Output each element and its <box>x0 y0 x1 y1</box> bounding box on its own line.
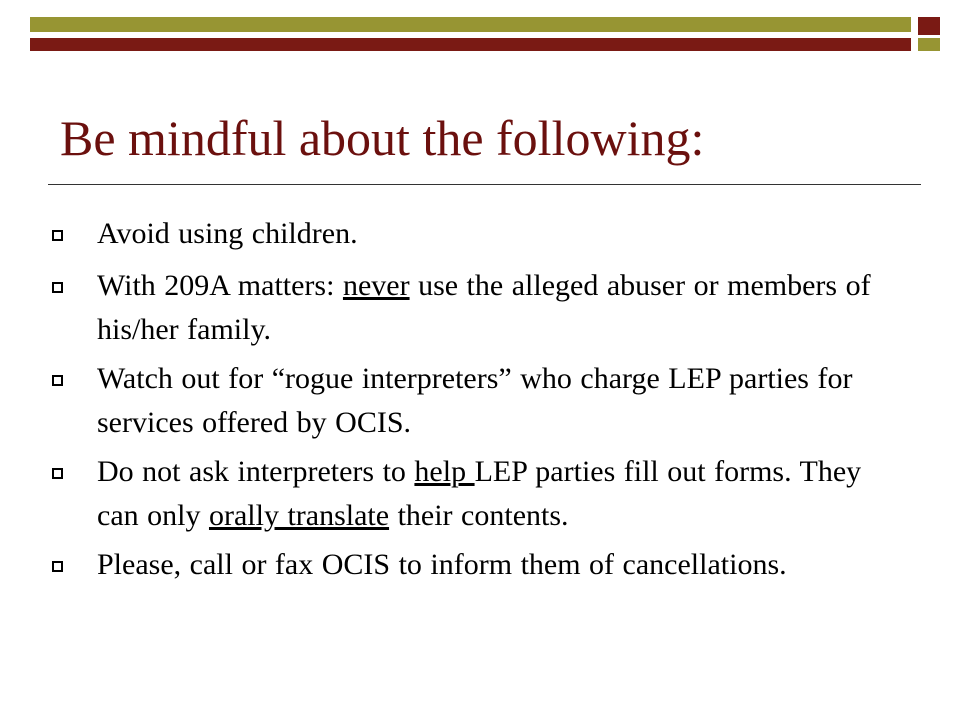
bullet-item-cancellations <box>48 543 898 587</box>
bullet-text: Avoid using children. <box>97 217 358 250</box>
bullet-item-rogue-interpreters <box>48 357 898 445</box>
underlined-emphasis: orally translate <box>208 499 390 532</box>
bullet-text-part: use the alleged abuser or members of his/her family. <box>97 269 871 346</box>
slide-title: Be mindful about the following: <box>60 110 705 166</box>
underlined-emphasis: help <box>414 455 475 488</box>
underlined-emphasis: never <box>342 269 410 302</box>
decorative-olive-bar <box>30 17 911 32</box>
hollow-square-icon <box>52 375 63 386</box>
bullet-item-209a-matters <box>48 264 898 352</box>
hollow-square-icon <box>52 282 63 293</box>
bullet-list <box>48 212 898 592</box>
bullet-text: Please, call or fax OCIS to inform them of cancellations. <box>97 548 787 581</box>
bullet-item-forms <box>48 450 898 538</box>
decorative-maroon-bar <box>30 38 911 51</box>
decorative-olive-square <box>918 38 940 51</box>
bullet-text <box>97 455 861 532</box>
decorative-maroon-square <box>918 17 940 35</box>
hollow-square-icon <box>52 468 63 479</box>
hollow-square-icon <box>52 561 63 572</box>
bullet-text-part: LEP parties fill out forms. They can only <box>97 455 862 532</box>
title-divider <box>48 184 921 185</box>
bullet-text-part: their contents. <box>389 499 569 532</box>
bullet-item-avoid-children <box>48 212 898 256</box>
bullet-text <box>97 269 871 346</box>
hollow-square-icon <box>52 230 63 241</box>
bullet-text: Watch out for “rogue interpreters” who charge LEP parties for services offered by OCIS. <box>97 362 853 439</box>
bullet-text-part: With 209A matters: <box>97 269 343 302</box>
bullet-text-part: Do not ask interpreters to <box>97 455 415 488</box>
